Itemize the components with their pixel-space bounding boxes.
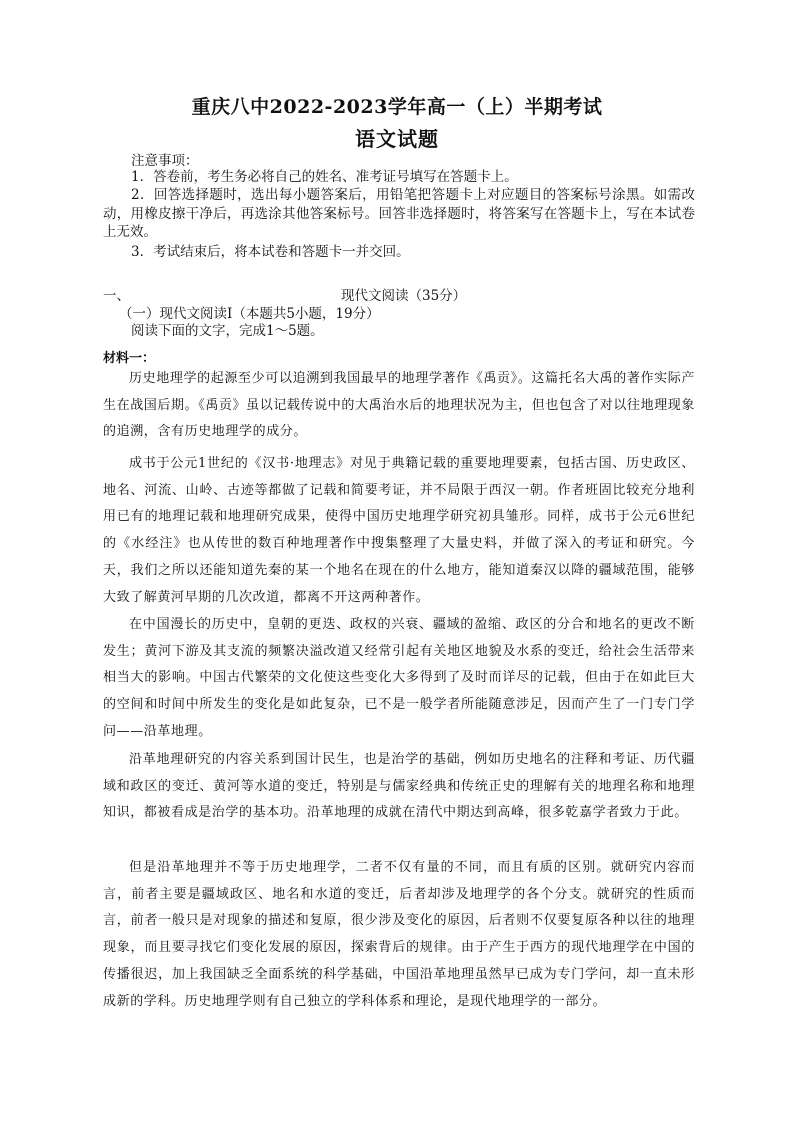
subsection-title: （一）现代文阅读Ⅰ（本题共5小题，19分）: [119, 306, 380, 322]
reading-instruction: 阅读下面的文字，完成1～5题。: [131, 323, 324, 339]
material-paragraph: 在中国漫长的历史中，皇朝的更迭、政权的兴衰、疆域的盈缩、政区的分合和地名的更改不断发生；黄河下游及其支流的频繁决溢改道又经常引起有关地区地貌及水系的变迁，给社会生活带来相当大的影响。中国古代繁荣的文化使这些变化大多得到了及时而详尽的记载，但由于在如此巨大的空间和时间中所发生的变化是如此复杂，已不是一般学者所能随意涉足，因而产生了一门专门学问——沿革地理。: [103, 617, 695, 739]
section-number: 一、: [103, 288, 130, 304]
section-title: 现代文阅读（35分）: [341, 288, 467, 304]
material-paragraph: 历史地理学的起源至少可以追溯到我国最早的地理学著作《禹贡》。这篇托名大禹的著作实际产生在战国后期。《禹贡》虽以记载传说中的大禹治水后的地理状况为主，但也包含了对以往地理现象的追溯，含有历史地理学的成分。: [103, 371, 695, 440]
notice-item-3: 3．考试结束后，将本试卷和答题卡一并交回。: [131, 244, 410, 260]
notice-heading: 注意事项：: [131, 153, 199, 169]
material-paragraph: 但是沿革地理并不等于历史地理学，二者不仅有量的不同，而且有质的区别。就研究内容而言，前者主要是疆域政区、地名和水道的变迁，后者却涉及地理学的各个分支。就研究的性质而言，前者一般只是对现象的描述和复原，很少涉及变化的原因，后者则不仅要复原各种以往的地理现象，而且要寻找它们变化发展的原因，探索背后的规律。由于产生于西方的现代地理学在中国的传播很迟，加上我国缺乏全面系统的科学基础，中国沿革地理虽然早已成为专门学问，却一直未形成新的学科。历史地理学则有自己独立的学科体系和理论，是现代地理学的一部分。: [103, 860, 695, 1009]
notice-item-1: 1．答卷前，考生务必将自己的姓名、准考证号填写在答题卡上。: [131, 169, 518, 185]
material-label: 材料一：: [103, 351, 156, 366]
material-paragraph: 成书于公元1世纪的《汉书·地理志》对见于典籍记载的重要地理要素，包括古国、历史政区、地名、河流、山岭、古迹等都做了记载和简要考证，并不局限于西汉一朝。作者班固比较充分地利用已有的地理记载和地理研究成果，使得中国历史地理学研究初具雏形。同样，成书于公元6世纪的《水经注》也从传世的数百种地理著作中搜集整理了大量史料，并做了深入的考证和研究。今天，我们之所以还能知道先秦的某一个地名在现在的什么地方，能知道秦汉以降的疆域范围，能够大致了解黄河早期的几次改道，都离不开这两种著作。: [103, 456, 695, 605]
exam-title: 重庆八中2022-2023学年高一（上）半期考试: [191, 96, 603, 118]
material-paragraph: 沿革地理研究的内容关系到国计民生，也是治学的基础，例如历史地名的注释和考证、历代疆域和政区的变迁、黄河等水道的变迁，特别是与儒家经典和传统正史的理解有关的地理名称和地理知识，都被看成是治学的基本功。沿革地理的成就在清代中期达到高峰，很多乾嘉学者致力于此。: [103, 752, 695, 821]
notice-item-2: 2．回答选择题时，选出每小题答案后，用铅笔把答题卡上对应题目的答案标号涂黑。如需改动，用橡皮擦干净后，再选涂其他答案标号。回答非选择题时，将答案写在答题卡上，写在本试卷上无效。: [103, 187, 695, 240]
exam-subtitle: 语文试题: [355, 127, 439, 151]
